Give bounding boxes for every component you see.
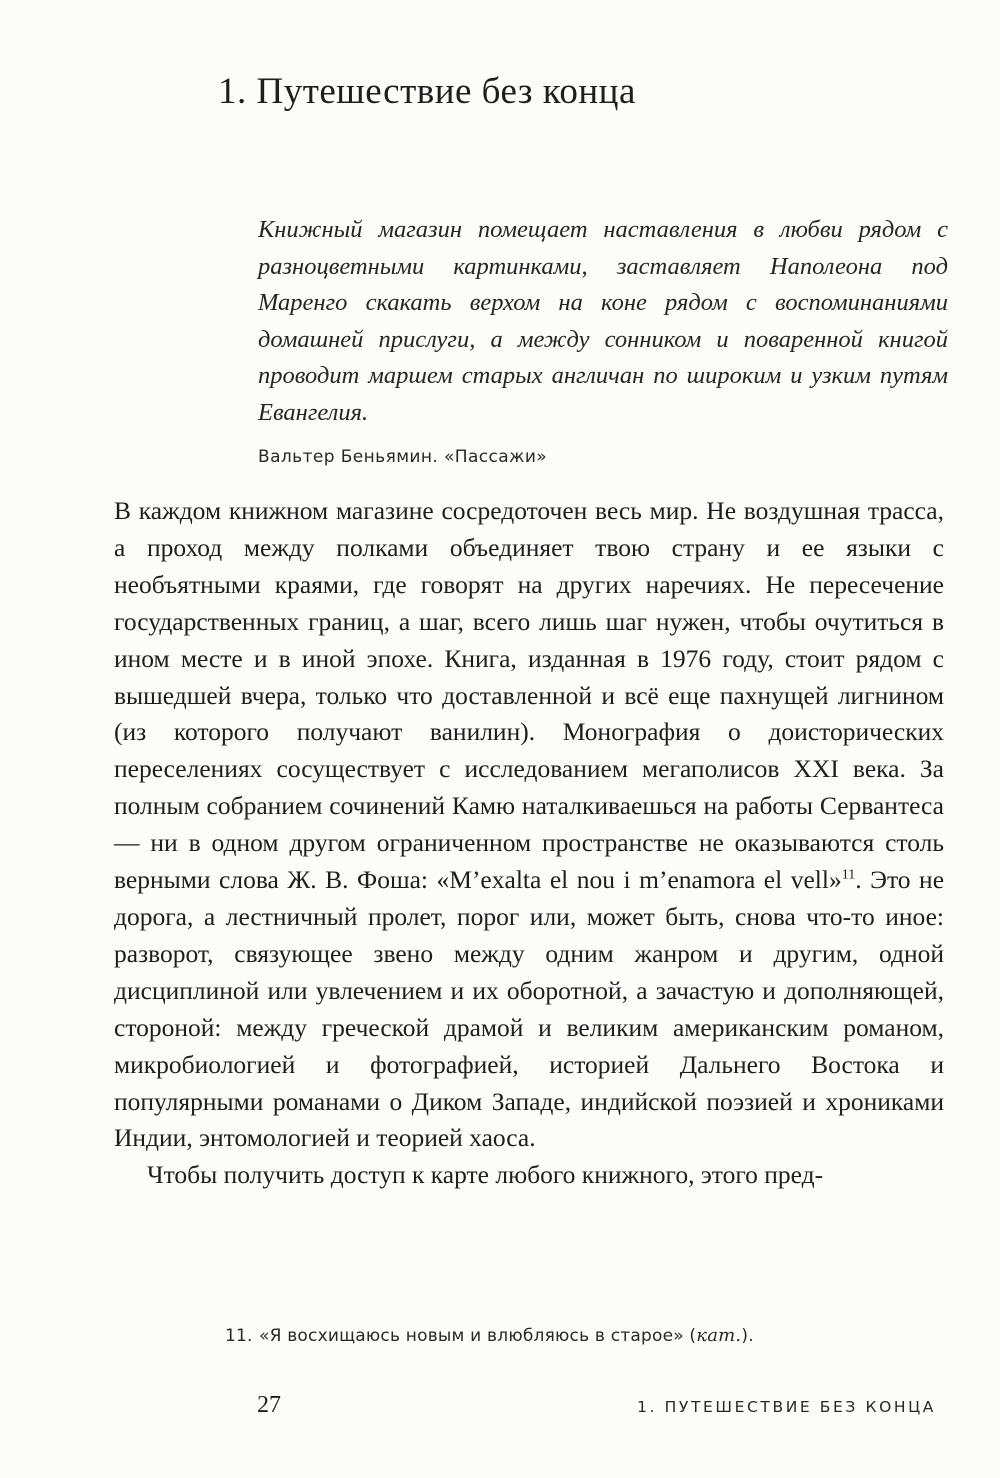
footnote-number: 11. [225,1326,253,1346]
footnote-close: ). [741,1326,754,1346]
footnote-language: кат. [696,1325,742,1346]
footnote-reference: 11 [841,867,856,883]
footnote-text: «Я восхищаюсь новым и влюбляюсь в старое» ( [259,1326,697,1346]
paragraph-1 [114,493,944,1157]
paragraph-2: Чтобы получить доступ к карте любого книжного, этого пред- [147,1160,824,1190]
chapter-title: 1. Путешествие без конца [218,71,636,112]
paragraph-1-part-1: В каждом книжном магазине сосредоточен весь мир. Не воздушная трасса, а проход между полками объединяет твою страну и ее языки с необъятными краями, где говорят на других наречиях. Не пересечение государственных границ, а шаг, всего лишь шаг нужен, чтобы очутиться в ином месте и в иной эпохе. Книга, изданная в 1976 году, стоит рядом с вышедшей вчера, только что доставленной и всё еще пахнущей лигнином (из которого получают ванилин). Монография о доисторических переселениях сосуществует с исследованием мегаполисов XXI века. За полным собранием сочинений Камю наталкиваешься на работы Сервантеса — ни в одном другом ограниченном пространстве не оказываются столь верными слова Ж. В. Фоша: «M’exalta el nou i m’enamora el vell» [114,496,944,895]
epigraph [258,212,948,467]
paragraph-1-part-2: . Это не дорога, а лестничный пролет, порог или, может быть, снова что-то иное: разворот, связующее звено между одним жанром и другим, одной дисциплиной или увлечением и их оборотной, а зачастую и дополняющей, стороной: между греческой драмой и великим американским романом, микробиологией и фотографией, историей Дальнего Востока и популярными романами о Диком Западе, индийской поэзией и хрониками Индии, энтомологией и теорией хаоса. [114,865,945,1153]
body-text [114,493,944,1194]
footnote [225,1325,945,1346]
page-number: 27 [257,1392,281,1418]
epigraph-text: Книжный магазин помещает наставления в любви рядом с разноцветными картинками, заставляет Наполеона под Маренго скакать верхом на коне рядом с воспоминаниями домашней прислуги, а между сонником и поваренной книгой проводит маршем старых англичан по широким и узким путям Евангелия. [258,216,948,426]
running-head: 1. ПУТЕШЕСТВИЕ БЕЗ КОНЦА [637,1398,936,1416]
epigraph-attribution: Вальтер Беньямин. «Пассажи» [258,447,548,467]
